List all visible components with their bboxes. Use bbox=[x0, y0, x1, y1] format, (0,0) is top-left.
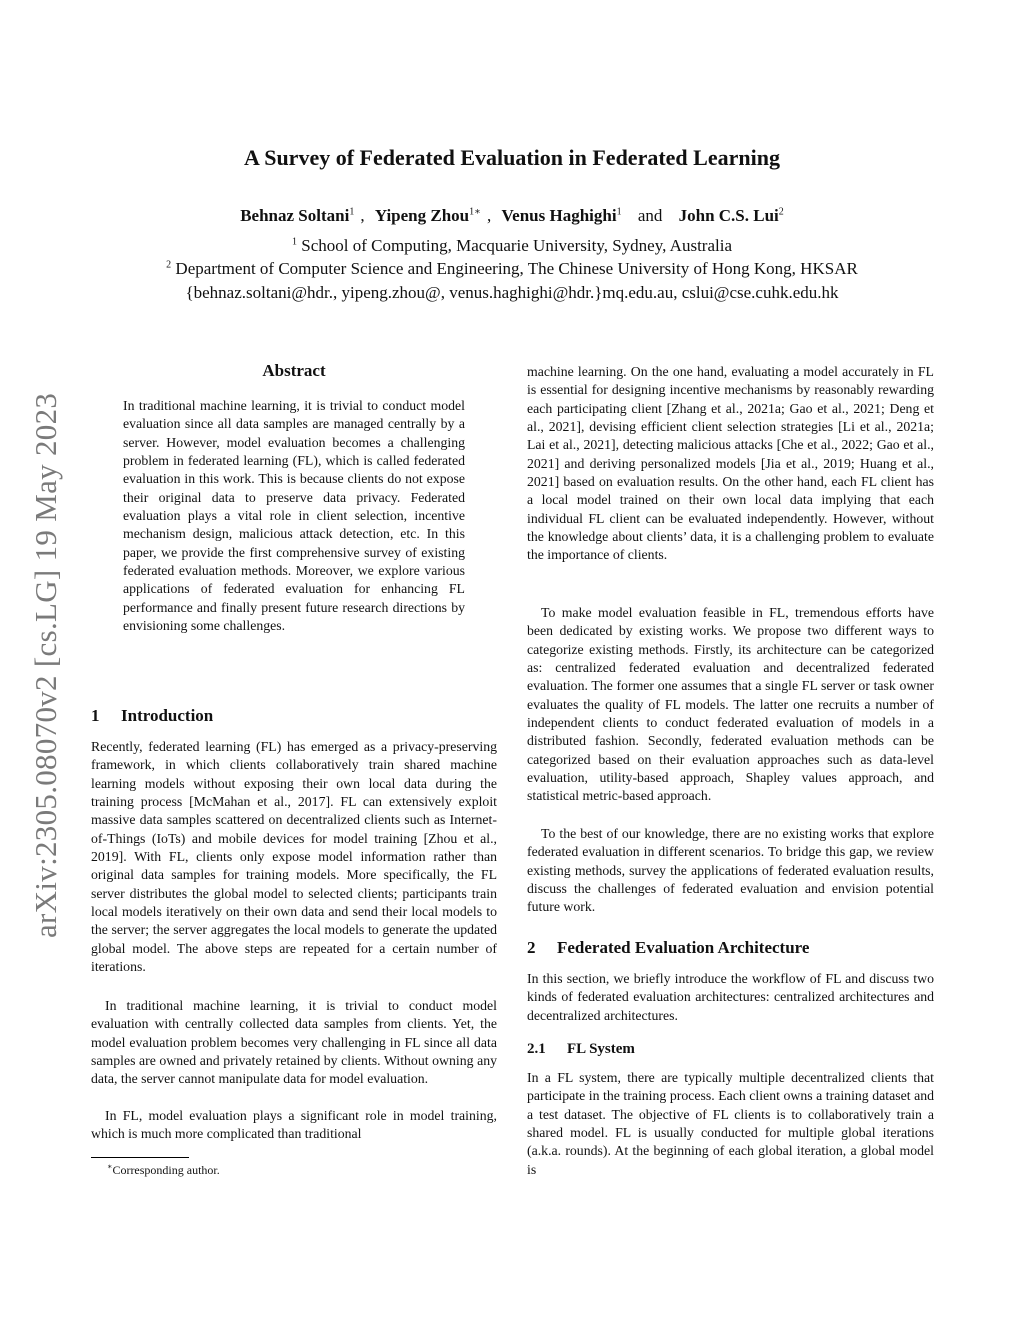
affiliation-1 bbox=[0, 236, 1024, 256]
author-name: Behnaz Soltani bbox=[240, 206, 350, 225]
author-name: Yipeng Zhou bbox=[374, 206, 470, 225]
right-paragraph-3: To the best of our knowledge, there are no existing works that explore federated evaluation in different scenarios. To bridge this gap, we review existing methods, survey the applications of federated evaluation results, discuss the challenges of federated evaluation and envision potential future work. bbox=[527, 826, 934, 915]
right-paragraph-2: To make model evaluation feasible in FL, tremendous efforts have been dedicated by existing works. We propose two different ways to categorize existing methods. Firstly, its architecture can be categorized as: centralized federated evaluation and decentralized federated evaluation. The former one assumes that a single FL server or task owner evaluates the quality of FL models. The latter one recruits a number of independent clients to conduct federated evaluation of models in a distributed fashion. Secondly, federated evaluation methods can be categorized based on their evaluation approaches such as data-level evaluation, utility-based approach, Shapley values approach, and statistical metric-based approach. bbox=[527, 605, 934, 804]
paper-title: A Survey of Federated Evaluation in Federated Learning bbox=[244, 145, 780, 170]
affiliation-text: Department of Computer Science and Engineering, The Chinese University of Hong Kong, HKSAR bbox=[175, 259, 858, 278]
author-sup: 1 bbox=[616, 206, 622, 218]
intro-paragraph-1: Recently, federated learning (FL) has emerged as a privacy-preserving framework, in which clients collaboratively train shared machine learning models without exposing their own local data during the training process [McMahan et al., 2017]. FL can extensively exploit massive data samples scattered on decentralized clients such as Internet-of-Things (IoTs) and mobile devices for model training [Zhou et al., 2019]. With FL, clients only expose model information rather than original data samples for training models. More specifically, the FL server distributes the global model to selected clients; participants train local models iteratively on their own data and send their local models to the server; the server aggregates the local models to generate the updated global model. The above steps are repeated for a certain number of iterations. bbox=[91, 739, 497, 975]
section-title: Introduction bbox=[121, 706, 214, 725]
subsection-title: FL System bbox=[567, 1041, 635, 1057]
section-number: 1 bbox=[91, 706, 100, 725]
footnote-rule bbox=[91, 1157, 189, 1158]
footnote-text: Corresponding author. bbox=[112, 1163, 220, 1177]
section-2-1-heading bbox=[527, 1041, 635, 1058]
section-1-heading bbox=[91, 706, 213, 726]
author-sup: 1 bbox=[349, 206, 355, 218]
section-2-1-paragraph: In a FL system, there are typically multiple decentralized clients that participate in the training process. Each client owns a training dataset and a test dataset. The objective of FL clients is to collaboratively train a shared model. FL is usually conducted for multiple global iterations (a.k.a. rounds). At the beginning of each global iteration, a global model is bbox=[527, 1070, 934, 1177]
section-2-heading bbox=[527, 938, 809, 958]
author-line: Behnaz Soltani$^1$ , Yipeng Zhou$^{1∗}$ , Venus Haghighi$^1$ and John C.S. Lui$^2$ bbox=[240, 206, 784, 225]
affiliation-2 bbox=[0, 259, 1024, 279]
subsection-number: 2.1 bbox=[527, 1041, 546, 1057]
intro-paragraph-3: In FL, model evaluation plays a significant role in model training, which is much more complicated than traditional bbox=[91, 1108, 497, 1142]
abstract-heading: Abstract bbox=[262, 361, 326, 380]
author-sup: 2 bbox=[778, 206, 784, 218]
footnote bbox=[107, 1162, 220, 1178]
author-sup: 1∗ bbox=[469, 206, 481, 218]
affiliation-sup: 2 bbox=[166, 259, 172, 271]
section-number: 2 bbox=[527, 938, 536, 957]
arxiv-stamp: arXiv:2305.08070v2 [cs.LG] 19 May 2023 bbox=[28, 392, 63, 938]
intro-paragraph-2: In traditional machine learning, it is trivial to conduct model evaluation with centrally collected data samples from clients. Yet, the model evaluation problem becomes very challenging in FL since all data samples are owned and privately retained by clients. Without owning any data, the server cannot manipulate data for model evaluation. bbox=[91, 998, 497, 1087]
author-name: Venus Haghighi bbox=[501, 206, 617, 225]
right-paragraph-1: machine learning. On the one hand, evaluating a model accurately in FL is essential for designing incentive mechanisms by reasonably rewarding each participating client [Zhang et al., 2021a; Gao et al., 2021; Deng et al., 2021], devising efficient client selection strategies [Li et al., 2021a; Lai et al., 2021], detecting malicious attacks [Che et al., 2022; Gao et al., 2021] and deriving personalized models [Jia et al., 2019; Huang et al., 2021] based on evaluation results. On the other hand, each FL client has a local model trained on their own local data implying that each individual FL client can be evaluated independently. However, without the knowledge about clients’ data, it is a challenging problem to evaluate the importance of clients. bbox=[527, 364, 934, 563]
abstract-text: In traditional machine learning, it is trivial to conduct model evaluation since all data samples are managed centrally by a server. However, model evaluation becomes a challenging problem in federated learning (FL), which is called federated evaluation in this work. This is because clients do not expose their original data to preserve data privacy. Federated evaluation plays a vital role in client selection, incentive mechanism design, malicious attack detection, etc. In this paper, we provide the first comprehensive survey of existing federated evaluation methods. Moreover, we explore various applications of federated evaluation for enhancing FL performance and finally present future research directions by envisioning some challenges. bbox=[123, 398, 465, 634]
author-name: John C.S. Lui bbox=[678, 206, 779, 225]
affiliation-sup: 1 bbox=[291, 236, 297, 248]
section-2-paragraph: In this section, we briefly introduce the workflow of FL and discuss two kinds of federated evaluation architectures: centralized architectures and decentralized architectures. bbox=[527, 971, 934, 1023]
author-emails: {behnaz.soltani@hdr., yipeng.zhou@, venus.haghighi@hdr.}mq.edu.au, cslui@cse.cuhk.edu.hk bbox=[185, 283, 839, 302]
and-word: and bbox=[637, 206, 663, 225]
affiliation-text: School of Computing, Macquarie University, Sydney, Australia bbox=[301, 236, 732, 255]
section-title: Federated Evaluation Architecture bbox=[557, 938, 810, 957]
footnote-mark: ∗ bbox=[107, 1162, 113, 1171]
